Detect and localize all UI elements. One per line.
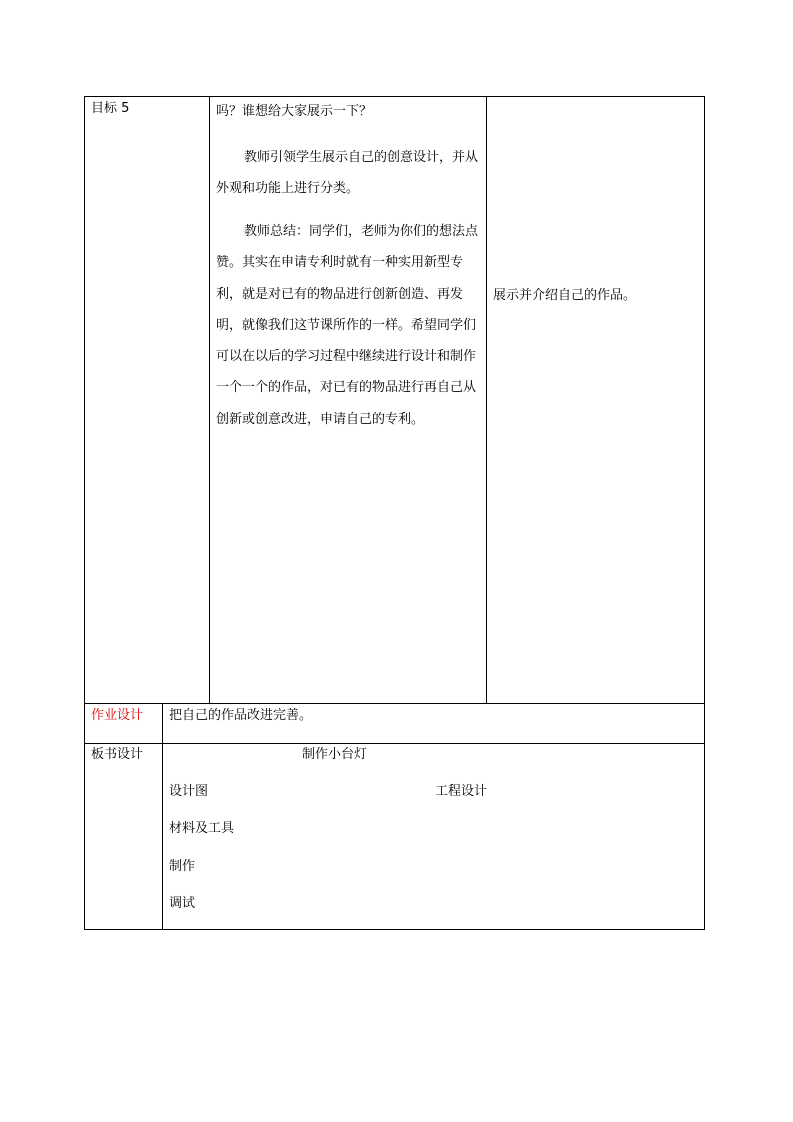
- column-divider-3: [162, 703, 163, 930]
- row1-content-paragraph-1: 教师引领学生展示自己的创意设计，并从外观和功能上进行分类。: [216, 150, 479, 197]
- column-divider-1: [209, 96, 210, 704]
- board-item-make: 制作: [169, 859, 196, 874]
- row1-content-paragraph-2: 教师总结：同学们，老师为你们的想法点赞。其实在申请专利时就有一种实用新型专利，就是对已有的物品进行创新创造、再发明，就像我们这节课所作的一样。希望同学们可以在以后的学习过程中继续进行设计和制作一个一个的作品，对已有的物品进行再自己从创新或创意改进，申请自己的专利。: [216, 224, 479, 427]
- table-border-left: [84, 96, 85, 930]
- board-item-materials-tools: 材料及工具: [169, 821, 235, 836]
- board-label: 板书设计: [91, 747, 144, 762]
- row1-student-activity: 展示并介绍自己的作品。: [493, 288, 637, 303]
- row-divider-1: [84, 703, 705, 704]
- table-border-top: [84, 96, 705, 97]
- row-divider-2: [84, 743, 705, 744]
- table-border-bottom: [84, 929, 705, 930]
- board-item-engineering-design: 工程设计: [435, 784, 488, 799]
- row1-label: 目标 5: [91, 101, 130, 116]
- homework-label: 作业设计: [91, 708, 144, 723]
- column-divider-2: [486, 96, 487, 704]
- homework-content: 把自己的作品改进完善。: [169, 708, 313, 723]
- board-item-design-drawing: 设计图: [169, 784, 209, 799]
- row1-content-line1: 吗？谁想给大家展示一下？: [216, 104, 373, 119]
- table-border-right: [704, 96, 705, 930]
- board-item-debug: 调试: [169, 896, 196, 911]
- board-title: 制作小台灯: [302, 747, 368, 762]
